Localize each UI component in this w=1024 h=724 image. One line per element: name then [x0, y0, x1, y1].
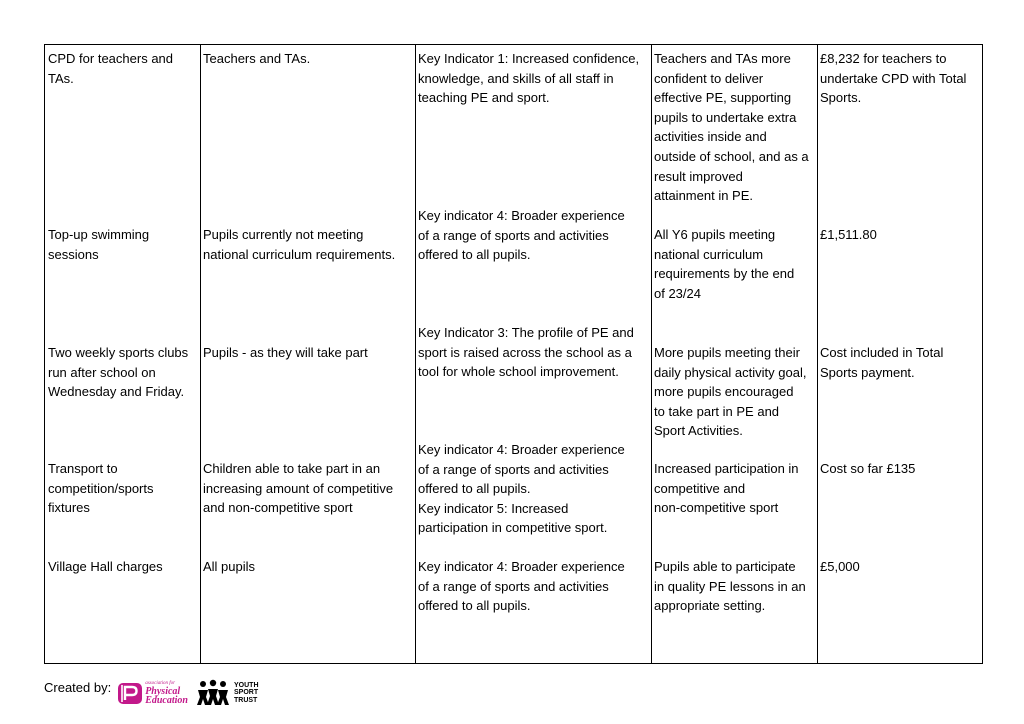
- table-cell-impact: More pupils meeting their daily physical activity goal, more pupils encouraged to take part in PE and Sport Activities.: [654, 345, 807, 439]
- afpe-wordmark: [145, 681, 188, 705]
- yst-line2: SPORT: [234, 689, 259, 697]
- column-divider: [200, 45, 201, 663]
- table-cell-activity: CPD for teachers and TAs.: [48, 51, 174, 86]
- column-divider: [651, 45, 652, 663]
- table-cell-activity: Village Hall charges: [48, 559, 163, 574]
- funding-table: [44, 44, 983, 664]
- column-divider: [817, 45, 818, 663]
- table-cell-cost: £1,511.80: [820, 227, 877, 242]
- table-cell-who: Pupils currently not meeting national curriculum requirements.: [203, 227, 396, 262]
- footer: [44, 676, 259, 710]
- table-cell-cost: £8,232 for teachers to undertake CPD with Total Sports.: [820, 51, 967, 106]
- yst-wordmark: [234, 682, 259, 705]
- afpe-mark-icon: [117, 680, 143, 706]
- table-cell-cost: £5,000: [820, 559, 860, 574]
- table-cell-activity: Top-up swimming sessions: [48, 227, 150, 262]
- table-cell-who: All pupils: [203, 559, 256, 574]
- table-cell-indicator: Key Indicator 3: The profile of PE and sport is raised across the school as a tool for whole school improvement.: [418, 325, 634, 380]
- youth-sport-trust-figures-icon: [196, 679, 230, 707]
- table-cell-indicator: Key indicator 4: Broader experience of a range of sports and activities offered to all pupils. Key indicator 5: Increased participation in competitive sport.: [418, 442, 625, 536]
- table-cell-who: Teachers and TAs.: [203, 51, 311, 66]
- table-cell-who: Children able to take part in an increasing amount of competitive and non-competitive sport: [203, 461, 394, 516]
- column-divider: [415, 45, 416, 663]
- yst-line1: YOUTH: [234, 681, 259, 689]
- table-cell-impact: Pupils able to participate in quality PE lessons in an appropriate setting.: [654, 559, 806, 614]
- table-cell-who: Pupils - as they will take part: [203, 345, 368, 360]
- afpe-line1: association for: [145, 681, 176, 686]
- table-cell-impact: Increased participation in competitive and non-competitive sport: [654, 461, 799, 516]
- afpe-line3: Education: [145, 695, 188, 706]
- table-cell-impact: Teachers and TAs more confident to deliver effective PE, supporting pupils to undertake extra activities inside and outside of school, and as a result improved attainment in PE.: [654, 51, 809, 204]
- table-cell-cost: Cost so far £135: [820, 461, 916, 476]
- yst-line3: TRUST: [234, 696, 258, 704]
- table-cell-indicator: Key indicator 4: Broader experience of a range of sports and activities offered to all pupils.: [418, 208, 625, 263]
- afpe-line2: Physical: [145, 686, 181, 697]
- table-cell-activity: Two weekly sports clubs run after school on Wednesday and Friday.: [48, 345, 189, 400]
- table-cell-cost: Cost included in Total Sports payment.: [820, 345, 944, 380]
- table-cell-indicator: Key indicator 4: Broader experience of a range of sports and activities offered to all pupils.: [418, 559, 625, 614]
- table-cell-indicator: Key Indicator 1: Increased confidence, knowledge, and skills of all staff in teaching PE and sport.: [418, 51, 640, 106]
- table-cell-impact: All Y6 pupils meeting national curriculum requirements by the end of 23/24: [654, 227, 795, 301]
- table-cell-activity: Transport to competition/sports fixtures: [48, 461, 154, 516]
- youth-sport-trust-logo: [196, 679, 259, 707]
- created-by-label: Created by:: [44, 679, 112, 695]
- afpe-logo: [117, 680, 188, 706]
